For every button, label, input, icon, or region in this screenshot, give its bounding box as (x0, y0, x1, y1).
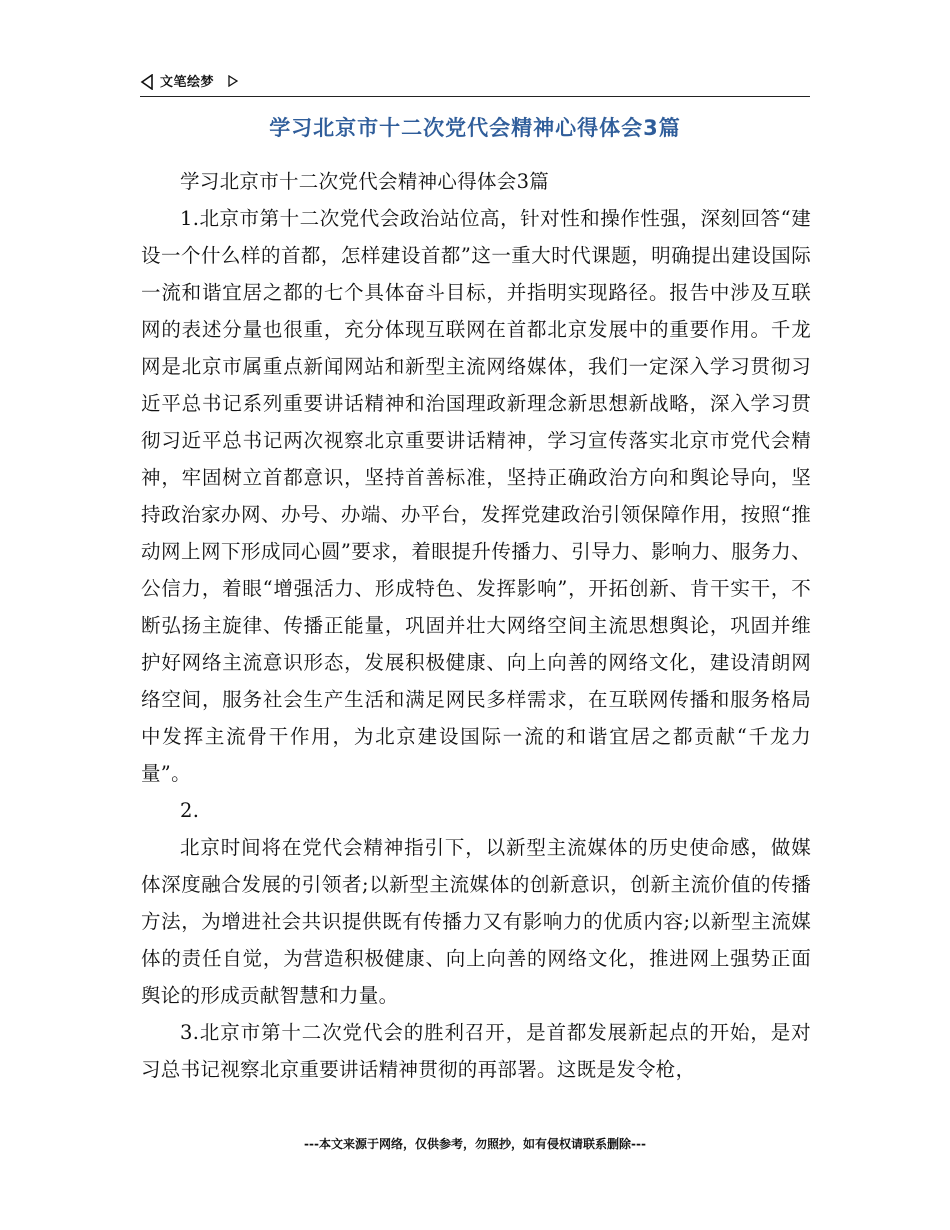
footer-notice: ---本文来源于网络，仅供参考，勿照抄，如有侵权请联系删除--- (304, 1137, 646, 1151)
paragraph-subtitle: 学习北京市十二次党代会精神心得体会3篇 (180, 170, 550, 193)
paragraph-1: 1.北京市第十二次党代会政治站位高，针对性和操作性强，深刻回答“建设一个什么样的首都，怎样建设首都”这一重大时代课题，明确提出建设国际一流和谐宜居之都的七个具体奋斗目标，并指明实现路径。报告中涉及互联网的表述分量也很重，充分体现互联网在首都北京发展中的重要作用。千龙网是北京市属重点新闻网站和新型主流网络媒体，我们一定深入学习贯彻习近平总书记系列重要讲话精神和治国理政新理念新思想新战略，深入学习贯彻习近平总书记两次视察北京重要讲话精神，学习宣传落实北京市党代会精神，牢固树立首都意识，坚持首善标准，坚持正确政治方向和舆论导向，坚持政治家办网、办号、办端、办平台，发挥党建政治引领保障作用，按照“推动网上网下形成同心圆”要求，着眼提升传播力、引导力、影响力、服务力、公信力，着眼“增强活力、形成特色、发挥影响”，开拓创新、肯干实干，不断弘扬主旋律、传播正能量，巩固并壮大网络空间主流思想舆论，巩固并维护好网络主流意识形态，发展积极健康、向上向善的网络文化，建设清朗网络空间，服务社会生产生活和满足网民多样需求，在互联网传播和服务格局中发挥主流骨干作用，为北京建设国际一流的和谐宜居之都贡献“千龙力量”。 (141, 207, 811, 785)
document-title: 学习北京市十二次党代会精神心得体会3篇 (269, 116, 681, 140)
paragraph-3: 3.北京市第十二次党代会的胜利召开，是首都发展新起点的开始，是对习总书记视察北京重要讲话精神贯彻的再部署。这既是发令枪， (141, 1021, 811, 1081)
triangle-right-icon (228, 75, 238, 87)
paragraph-2: 北京时间将在党代会精神指引下，以新型主流媒体的历史使命感，做媒体深度融合发展的引领者;以新型主流媒体的创新意识，创新主流价值的传播方法，为增进社会共识提供既有传播力又有影响力的优质内容;以新型主流媒体的责任自觉，为营造积极健康、向上向善的网络文化，推进网上强势正面舆论的形成贡献智慧和力量。 (141, 836, 811, 1007)
header-brand: 文笔绘梦 (160, 75, 215, 90)
paragraph-2-heading: 2. (180, 799, 200, 822)
triangle-left-icon (140, 74, 154, 90)
page-header (140, 72, 810, 97)
document-body (141, 163, 811, 1088)
